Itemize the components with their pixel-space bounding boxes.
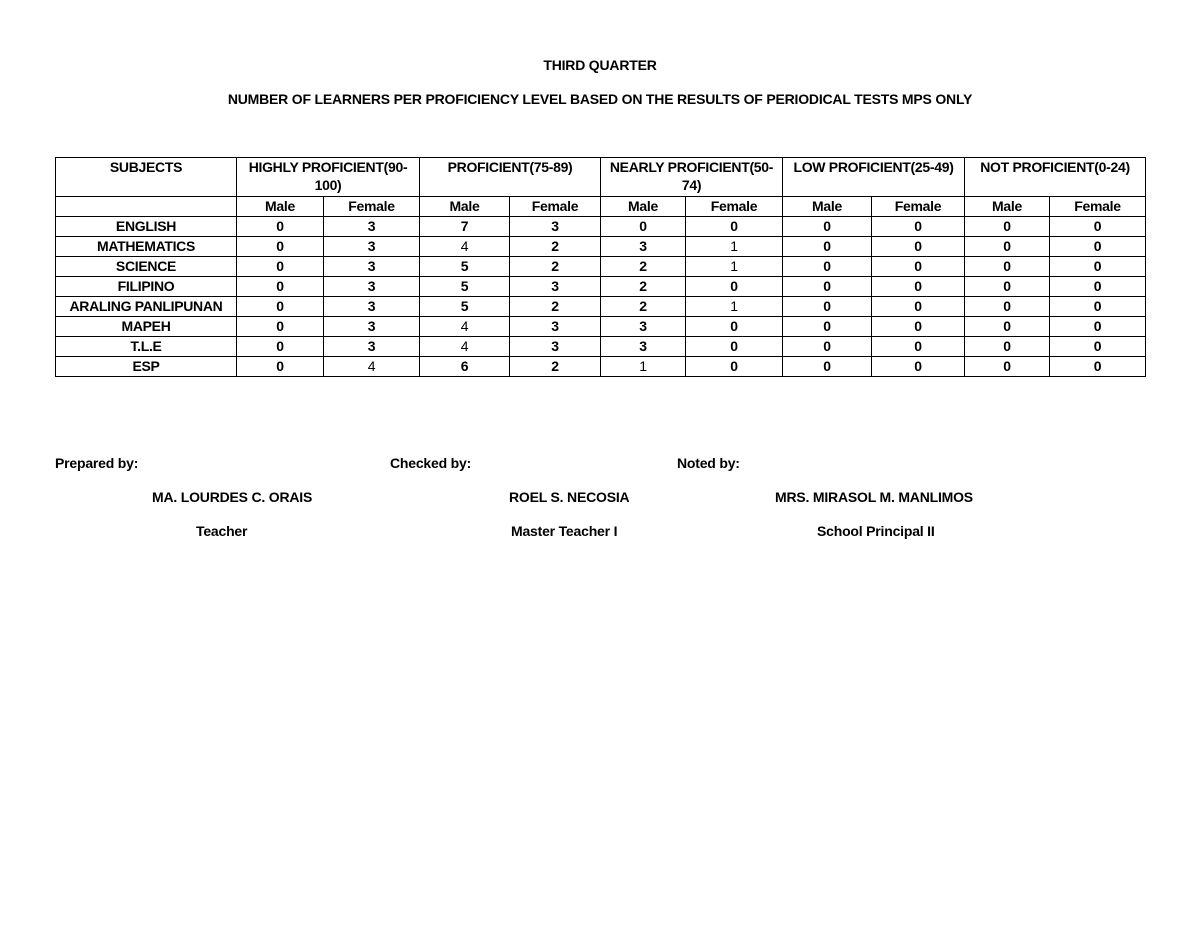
male-count-cell: 7 — [420, 217, 510, 237]
male-count-cell: 2 — [601, 257, 686, 277]
subject-cell: ENGLISH — [56, 217, 237, 237]
male-count-cell: 0 — [965, 317, 1050, 337]
checked-by-name: ROEL S. NECOSIA — [509, 489, 630, 505]
male-count-cell: 2 — [601, 297, 686, 317]
female-count-cell: 3 — [324, 257, 420, 277]
subject-cell: ARALING PANLIPUNAN — [56, 297, 237, 317]
male-count-cell: 0 — [237, 277, 324, 297]
female-count-cell: 1 — [686, 297, 783, 317]
male-count-cell: 0 — [783, 237, 872, 257]
female-header: Female — [872, 197, 965, 217]
male-header: Male — [965, 197, 1050, 217]
prepared-by-role: Teacher — [196, 523, 248, 539]
male-header: Male — [601, 197, 686, 217]
level-header-low-proficient: LOW PROFICIENT(25-49) — [783, 158, 965, 197]
female-count-cell: 0 — [686, 217, 783, 237]
female-count-cell: 1 — [686, 237, 783, 257]
male-count-cell: 3 — [601, 237, 686, 257]
checked-by-role: Master Teacher I — [511, 523, 618, 539]
report-title: THIRD QUARTER — [543, 57, 657, 73]
proficiency-table — [55, 157, 1146, 377]
female-count-cell: 0 — [1050, 277, 1146, 297]
male-header: Male — [420, 197, 510, 217]
male-count-cell: 4 — [420, 317, 510, 337]
male-count-cell: 0 — [783, 337, 872, 357]
male-count-cell: 0 — [237, 297, 324, 317]
female-header: Female — [324, 197, 420, 217]
male-count-cell: 0 — [965, 337, 1050, 357]
female-count-cell: 0 — [1050, 217, 1146, 237]
male-count-cell: 1 — [601, 357, 686, 377]
female-count-cell: 0 — [686, 277, 783, 297]
female-count-cell: 3 — [324, 337, 420, 357]
table-row — [56, 357, 1146, 377]
female-count-cell: 0 — [872, 277, 965, 297]
female-count-cell: 1 — [686, 257, 783, 277]
male-count-cell: 0 — [783, 317, 872, 337]
female-count-cell: 0 — [872, 237, 965, 257]
female-count-cell: 0 — [1050, 297, 1146, 317]
female-count-cell: 3 — [324, 237, 420, 257]
female-count-cell: 0 — [1050, 317, 1146, 337]
male-count-cell: 0 — [237, 357, 324, 377]
male-count-cell: 5 — [420, 297, 510, 317]
female-count-cell: 0 — [872, 297, 965, 317]
subject-cell: SCIENCE — [56, 257, 237, 277]
male-count-cell: 0 — [783, 277, 872, 297]
female-count-cell: 2 — [510, 237, 601, 257]
level-header-nearly-proficient: NEARLY PROFICIENT(50-74) — [601, 158, 783, 197]
female-count-cell: 0 — [1050, 237, 1146, 257]
subject-cell: FILIPINO — [56, 277, 237, 297]
table-row — [56, 257, 1146, 277]
noted-by-role: School Principal II — [817, 523, 935, 539]
male-count-cell: 6 — [420, 357, 510, 377]
female-count-cell: 4 — [324, 357, 420, 377]
report-subtitle: NUMBER OF LEARNERS PER PROFICIENCY LEVEL BASED ON THE RESULTS OF PERIODICAL TESTS MPS ONLY — [227, 91, 973, 107]
table-row — [56, 317, 1146, 337]
female-count-cell: 0 — [1050, 357, 1146, 377]
female-count-cell: 0 — [686, 317, 783, 337]
subject-cell: MAPEH — [56, 317, 237, 337]
female-count-cell: 0 — [872, 337, 965, 357]
table-row — [56, 237, 1146, 257]
male-count-cell: 3 — [601, 337, 686, 357]
female-count-cell: 3 — [510, 317, 601, 337]
male-count-cell: 0 — [965, 257, 1050, 277]
subject-cell: MATHEMATICS — [56, 237, 237, 257]
male-count-cell: 0 — [965, 217, 1050, 237]
male-count-cell: 0 — [237, 337, 324, 357]
table-row — [56, 337, 1146, 357]
male-count-cell: 0 — [965, 237, 1050, 257]
level-header-highly-proficient: HIGHLY PROFICIENT(90-100) — [237, 158, 420, 197]
subjects-header: SUBJECTS — [56, 158, 237, 197]
female-count-cell: 3 — [324, 277, 420, 297]
male-count-cell: 0 — [783, 357, 872, 377]
female-count-cell: 0 — [872, 217, 965, 237]
female-count-cell: 2 — [510, 297, 601, 317]
female-count-cell: 0 — [1050, 257, 1146, 277]
level-header-not-proficient: NOT PROFICIENT(0-24) — [965, 158, 1146, 197]
male-count-cell: 0 — [965, 297, 1050, 317]
male-count-cell: 3 — [601, 317, 686, 337]
female-count-cell: 0 — [872, 257, 965, 277]
male-count-cell: 0 — [237, 317, 324, 337]
checked-by-label: Checked by: — [390, 455, 472, 471]
male-count-cell: 0 — [601, 217, 686, 237]
female-count-cell: 0 — [686, 357, 783, 377]
subheader-blank-cell — [56, 197, 237, 217]
female-count-cell: 0 — [872, 357, 965, 377]
table-row — [56, 277, 1146, 297]
noted-by-label: Noted by: — [677, 455, 740, 471]
male-count-cell: 0 — [783, 257, 872, 277]
male-count-cell: 5 — [420, 277, 510, 297]
male-count-cell: 0 — [783, 217, 872, 237]
female-count-cell: 0 — [686, 337, 783, 357]
female-count-cell: 0 — [872, 317, 965, 337]
table-row — [56, 297, 1146, 317]
subject-cell: T.L.E — [56, 337, 237, 357]
male-count-cell: 0 — [965, 277, 1050, 297]
female-count-cell: 0 — [1050, 337, 1146, 357]
subject-cell: ESP — [56, 357, 237, 377]
female-count-cell: 3 — [324, 217, 420, 237]
table-header-row — [56, 158, 1146, 197]
male-header: Male — [783, 197, 872, 217]
female-count-cell: 3 — [324, 297, 420, 317]
female-count-cell: 2 — [510, 257, 601, 277]
male-count-cell: 2 — [601, 277, 686, 297]
male-count-cell: 5 — [420, 257, 510, 277]
male-count-cell: 0 — [237, 217, 324, 237]
female-count-cell: 3 — [510, 277, 601, 297]
male-count-cell: 0 — [965, 357, 1050, 377]
female-header: Female — [510, 197, 601, 217]
female-header: Female — [686, 197, 783, 217]
prepared-by-name: MA. LOURDES C. ORAIS — [152, 489, 313, 505]
table-subheader-row — [56, 197, 1146, 217]
female-header: Female — [1050, 197, 1146, 217]
female-count-cell: 2 — [510, 357, 601, 377]
male-count-cell: 0 — [783, 297, 872, 317]
noted-by-name: MRS. MIRASOL M. MANLIMOS — [775, 489, 973, 505]
male-count-cell: 4 — [420, 237, 510, 257]
prepared-by-label: Prepared by: — [55, 455, 139, 471]
table-row — [56, 217, 1146, 237]
female-count-cell: 3 — [510, 337, 601, 357]
male-header: Male — [237, 197, 324, 217]
female-count-cell: 3 — [510, 217, 601, 237]
male-count-cell: 0 — [237, 237, 324, 257]
female-count-cell: 3 — [324, 317, 420, 337]
level-header-proficient: PROFICIENT(75-89) — [420, 158, 601, 197]
male-count-cell: 4 — [420, 337, 510, 357]
male-count-cell: 0 — [237, 257, 324, 277]
